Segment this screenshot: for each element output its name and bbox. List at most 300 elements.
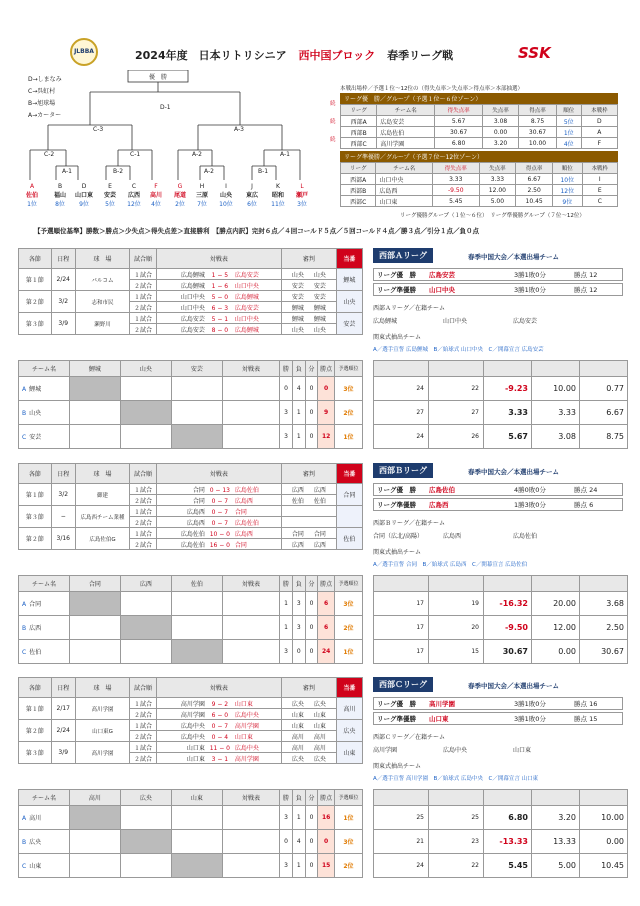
umpire-b: 高川 [313,733,326,741]
qualify-col: 得失点率 [433,163,480,174]
team-diff-rate: 30.67 [484,640,532,664]
rates-col-runs-scored [374,576,429,592]
standings-col-opponent: 高川 [69,790,120,806]
vs-cell [120,377,171,401]
slot-team: 昭和 [271,192,284,199]
schedule-col-order: 試合順 [130,678,156,698]
standings-row [19,425,363,449]
slot-seed: 4位 [151,201,161,208]
qualify-cell: 6.67 [516,174,553,185]
qualify-cell: 5.67 [435,116,483,127]
schedule-row [19,291,363,302]
duty-team: 高川 [336,698,362,720]
standings-col-pt: 勝点 [318,576,335,592]
schedule-table [18,248,363,335]
schedule-row [19,698,363,709]
team-lost-rate: 0.00 [532,640,580,664]
legend-a: A→カーター [28,112,62,119]
slot-seed: 2位 [175,201,185,208]
standings-col-rank: 予選順位 [334,790,362,806]
game-order: ２試合 [130,324,156,335]
vs-summary [222,377,279,401]
qualify-col: 得失点率 [435,105,483,116]
qualify-cell: E [582,185,617,196]
result-team: 広島西 [429,501,449,509]
away-team: 合同 [234,508,247,516]
away-team: 広島鯉城 [234,293,259,301]
umpire-a: 合同 [291,530,304,538]
team-rank: 1位 [334,806,362,830]
vs-cell [69,401,120,425]
standings-team [19,401,70,425]
standings-team [19,616,70,640]
umpire-b: 高川 [313,744,326,752]
slot-letter: H [199,183,205,190]
rates-col-runs-allowed [429,361,484,377]
qualify-cell: A [581,127,617,138]
group-footer: リーグ優勝グループ（１位〜６位） リーグ準優勝グループ（７位〜12位） [400,213,585,219]
standings-col-d: 負 [292,790,305,806]
vs-cell [120,401,171,425]
schedule-col-date: 日程 [51,678,75,698]
away-team: 高川学園 [234,755,259,763]
team-key: A [22,386,27,393]
runs-allowed-total: 27 [429,401,484,425]
standings-col-rank: 予選順位 [334,576,362,592]
result-label: リーグ準優勝 [377,501,416,509]
win-group-title: リーグ優 勝／グループ（予選１位〜６位ゾーン） [340,93,618,104]
standings-row [19,854,363,878]
round-label: 第３節 [19,313,52,335]
round-date: 3/9 [51,313,75,335]
qualify-cell: 10位 [553,174,583,185]
league-runner-row [373,283,623,296]
game-score: 11 − 0 [209,744,230,752]
home-team: 広島中央 [180,722,205,730]
result-label: リーグ優 勝 [377,271,416,279]
team-name: 山東 [29,863,42,870]
home-team: 山口東 [186,744,205,752]
registered-team: 合同（広北/高陽） [373,533,424,540]
team-key: C [22,434,27,441]
registered-team: 広島鯉城 [373,318,398,325]
vs-summary [222,616,279,640]
standings-team [19,854,70,878]
round-venue: バルコム [75,269,130,291]
duty-team: 合同 [336,484,362,506]
schedule-row [19,484,363,495]
game-order: ２試合 [130,495,156,506]
standings-col-pt: 勝点 [318,361,335,377]
vs-cell [120,830,171,854]
round-label: 第３節 [19,506,52,528]
umpire-a: 広西 [291,541,304,549]
standings-table [18,575,363,664]
bracket-c2: C-2 [44,151,55,158]
game-card [156,269,282,280]
team-lost-rate: 12.00 [532,616,580,640]
standings-col-l: 分 [305,361,318,377]
runs-scored-total: 27 [374,401,429,425]
registered-team: 広島西 [443,533,462,540]
schedule-row [19,742,363,753]
schedule-col-umpire: 審判 [282,249,337,269]
schedule-col-card: 対戦表 [156,678,282,698]
team-name: 高川 [29,815,42,822]
umpire-cell [282,302,337,313]
round-venue: 瀬野川 [75,313,130,335]
away-team: 広島西 [234,497,253,505]
league-section [18,677,628,882]
runs-allowed-total: 15 [429,640,484,664]
round-label: 第１節 [19,269,52,291]
result-team: 広島佐伯 [429,486,455,494]
round-venue: 広島西チーム業種 [75,506,130,528]
team-draws: 0 [305,401,318,425]
rates-row [374,425,628,449]
team-diff-rate: -13.33 [484,830,532,854]
qualify-col: チーム名 [376,163,433,174]
registered-team: 高川学園 [373,747,398,754]
game-score: 5 − 0 [211,293,229,301]
slot-seed: 9位 [79,201,89,208]
season-title: 春季リーグ戦 [387,49,454,62]
umpire-cell [282,495,337,506]
rates-row [374,830,628,854]
team-draws: 0 [305,830,318,854]
schedule-col-duty: 当番 [336,678,362,698]
umpire-b: 山央 [313,326,326,334]
vs-cell [69,640,120,664]
round-date: 3/2 [51,484,75,506]
team-name: 山央 [29,410,42,417]
team-points: 12 [318,425,335,449]
game-card [156,313,282,324]
qualify-col: 失点率 [482,105,518,116]
slot-letter: I [225,183,227,190]
game-score: 0 − 7 [211,722,229,730]
bracket-slot [214,182,238,209]
runs-scored-total: 17 [374,640,429,664]
standings-team [19,640,70,664]
vs-cell [69,830,120,854]
runs-allowed-total: 22 [429,854,484,878]
team-name: 鯉城 [29,386,42,393]
qualify-cell: 広島安芸 [377,116,435,127]
round-label: 第１節 [19,698,52,720]
game-score: 0 − 13 [209,486,230,494]
away-team: 広島西 [234,530,253,538]
rates-col-diff [484,361,532,377]
result-record: 3勝1敗0分 [514,700,546,708]
bracket-slot [20,182,44,209]
umpire-cell [282,698,337,709]
bracket-slot [48,182,72,209]
qualify-col: リーグ [341,105,377,116]
team-score-rate: 2.50 [580,616,628,640]
year-title: 2024年度 日本リトリシニア [135,49,287,62]
game-order: ２試合 [130,731,156,742]
game-order: ２試合 [130,539,156,550]
game-card [156,742,282,753]
umpire-b: 鯉城 [313,304,326,312]
game-score: 0 − 7 [211,508,229,516]
round-date: 3/2 [51,291,75,313]
qualify-cell: 2.50 [516,185,553,196]
slot-seed: 1位 [27,201,37,208]
qualify-col: 失点率 [479,163,516,174]
bracket-slot [240,182,264,209]
bracket-slot [122,182,146,209]
team-score-rate: 10.00 [580,806,628,830]
umpire-a: 高川 [291,733,304,741]
team-diff-rate: 5.45 [484,854,532,878]
round-date: 3/16 [51,528,75,550]
qualify-row [341,116,618,127]
umpire-a: 安芸 [291,282,304,290]
team-wins: 0 [280,377,293,401]
standings-col-w: 勝 [280,361,293,377]
team-rank: 1位 [334,640,362,664]
rates-table [373,360,628,449]
result-label: リーグ準優勝 [377,286,416,294]
schedule-row [19,269,363,280]
vs-cell [171,830,222,854]
umpire-b: 広西 [313,541,326,549]
home-team: 広島鯉城 [180,282,205,290]
qualify-cell: 30.67 [435,127,483,138]
home-team: 広島安芸 [180,315,205,323]
result-points: 勝点 24 [574,486,598,494]
runs-scored-total: 25 [374,806,429,830]
standings-col-pt: 勝点 [318,790,335,806]
away-team: 山口東 [234,700,253,708]
team-wins: 1 [280,616,293,640]
team-lost-rate: 3.33 [532,401,580,425]
bracket-slot [190,182,214,209]
qualify-cell: 西部C [341,196,376,207]
away-team: 高川学園 [234,722,259,730]
game-card [156,324,282,335]
umpire-cell [282,528,337,539]
team-diff-rate: -9.23 [484,377,532,401]
sponsor-logo: SSK [518,44,551,62]
standings-col-d: 負 [292,576,305,592]
standings-col-opponent: 山東 [171,790,222,806]
team-draws: 0 [305,854,318,878]
team-draws: 0 [305,377,318,401]
umpire-cell [282,313,337,324]
umpire-a: 山央 [291,326,304,334]
rates-col-lost [532,576,580,592]
rep-title: 関東式抽出チーム [373,334,422,341]
standings-team [19,806,70,830]
standings-col-opponent: 山央 [120,361,171,377]
umpire-cell [282,720,337,731]
game-score: 5 − 1 [211,315,229,323]
slot-seed: 7位 [197,201,207,208]
qualify-col: 本戦枠 [581,105,617,116]
standings-row [19,401,363,425]
umpire-b: 広央 [313,755,326,763]
round-label: 第２節 [19,528,52,550]
standings-col-card: 対戦表 [222,790,279,806]
game-score: 1 − 6 [211,282,229,290]
standings-col-opponent: 鯉城 [69,361,120,377]
team-points: 6 [318,616,335,640]
game-card [156,720,282,731]
team-losses: 1 [292,425,305,449]
rep-text: A／選手宣誓 合同 B／始球式 広島西 C／開幕宣言 広島佐伯 [373,562,528,568]
team-draws: 0 [305,425,318,449]
team-draws: 0 [305,806,318,830]
vs-summary [222,592,279,616]
rates-col-diff [484,576,532,592]
game-card [156,291,282,302]
round-label: 第３節 [19,742,52,764]
slot-team: 高川 [149,192,162,199]
schedule-row [19,528,363,539]
slot-letter: F [154,183,158,190]
rates-col-runs-allowed [429,790,484,806]
away-team: 広島中央 [234,744,259,752]
home-team: 山口東 [186,755,205,763]
away-team: 広島安芸 [234,271,259,279]
game-order: １試合 [130,506,156,517]
vs-cell [171,592,222,616]
result-record: 1勝3敗0分 [514,501,546,509]
team-key: A [22,601,27,608]
result-points: 勝点 12 [574,286,598,294]
umpire-a: 山央 [291,271,304,279]
slot-letter: D [81,183,87,190]
legend-b: B→旭球場 [28,100,56,107]
standings-col-opponent: 合同 [69,576,120,592]
result-record: 3勝1敗0分 [514,715,546,723]
away-team: 山口中央 [234,282,259,290]
umpire-cell [282,753,337,764]
umpire-b: 山央 [313,271,326,279]
bracket-slot [266,182,290,209]
bracket-a3: A-3 [234,126,244,133]
registered-team: 広島中央 [443,747,468,754]
rates-col-lost [532,790,580,806]
rates-row [374,377,628,401]
runs-allowed-total: 25 [429,806,484,830]
team-score-rate: 6.67 [580,401,628,425]
game-order: ２試合 [130,302,156,313]
result-record: 3勝1敗0分 [514,286,546,294]
qualify-col: 順位 [553,163,583,174]
bracket-slot [72,182,96,209]
home-team: 広島中央 [180,733,205,741]
runs-scored-total: 24 [374,854,429,878]
team-name: 広央 [29,839,42,846]
team-losses: 1 [292,854,305,878]
umpire-a: 高川 [291,744,304,752]
umpire-b: 安芸 [313,293,326,301]
umpire-a: 安芸 [291,293,304,301]
duty-team: 広央 [336,720,362,742]
schedule-col-umpire: 審判 [282,678,337,698]
team-rank: 3位 [334,377,362,401]
runs-allowed-total: 22 [429,377,484,401]
umpire-cell [282,269,337,280]
vs-summary [222,854,279,878]
standings-col-w: 勝 [280,576,293,592]
vs-cell [69,806,120,830]
game-score: 10 − 0 [209,530,230,538]
umpire-b: 広央 [313,700,326,708]
team-losses: 4 [292,377,305,401]
qualify-cell: 3.20 [482,138,518,149]
result-points: 勝点 12 [574,271,598,279]
team-lost-rate: 20.00 [532,592,580,616]
bracket-ga1: A-1 [62,168,72,175]
slot-team: 佐伯 [25,192,38,199]
slot-letter: J [251,183,253,190]
qualify-cell: F [581,138,617,149]
team-losses: 3 [292,616,305,640]
team-lost-rate: 3.08 [532,425,580,449]
team-diff-rate: 5.67 [484,425,532,449]
game-order: １試合 [130,742,156,753]
runs-allowed-total: 20 [429,616,484,640]
away-team: 広島中央 [234,711,259,719]
team-score-rate: 3.68 [580,592,628,616]
game-card [156,506,282,517]
qualify-cell: 西部A [341,116,377,127]
standings-team [19,830,70,854]
bracket-slot [98,182,122,209]
runs-allowed-total: 23 [429,830,484,854]
schedule-row [19,313,363,324]
league-winner-row [373,483,623,496]
slot-team: 広西 [127,192,140,199]
game-order: ２試合 [130,753,156,764]
team-wins: 3 [280,640,293,664]
result-record: 3勝1敗0分 [514,271,546,279]
standings-col-opponent: 広央 [120,790,171,806]
result-points: 勝点 15 [574,715,598,723]
result-team: 山口東 [429,715,449,723]
umpire-cell [282,291,337,302]
team-rank: 2位 [334,401,362,425]
slot-team: 山央 [219,192,232,199]
runs-scored-total: 21 [374,830,429,854]
schedule-col-duty: 当番 [336,249,362,269]
qualify-col: 順位 [556,105,581,116]
rates-table [373,575,628,664]
game-order: １試合 [130,269,156,280]
duty-team: 安芸 [336,313,362,335]
team-diff-rate: -9.50 [484,616,532,640]
bracket-a1: A-1 [280,151,290,158]
home-team: 広島西 [186,519,205,527]
rep-title: 関東式抽出チーム [373,549,422,556]
schedule-col-duty: 当番 [336,464,362,484]
rates-col-pts [580,790,628,806]
standings-team [19,425,70,449]
league-subtitle: 春季中国大会／本選出場チーム [468,468,559,476]
team-losses: 1 [292,806,305,830]
bracket-final: 優 勝 [148,74,167,81]
schedule-col-order: 試合順 [130,464,156,484]
standings-team [19,377,70,401]
qualify-cell: 10.45 [516,196,553,207]
round-label: 第２節 [19,291,52,313]
qualify-cell: 西部B [341,127,377,138]
